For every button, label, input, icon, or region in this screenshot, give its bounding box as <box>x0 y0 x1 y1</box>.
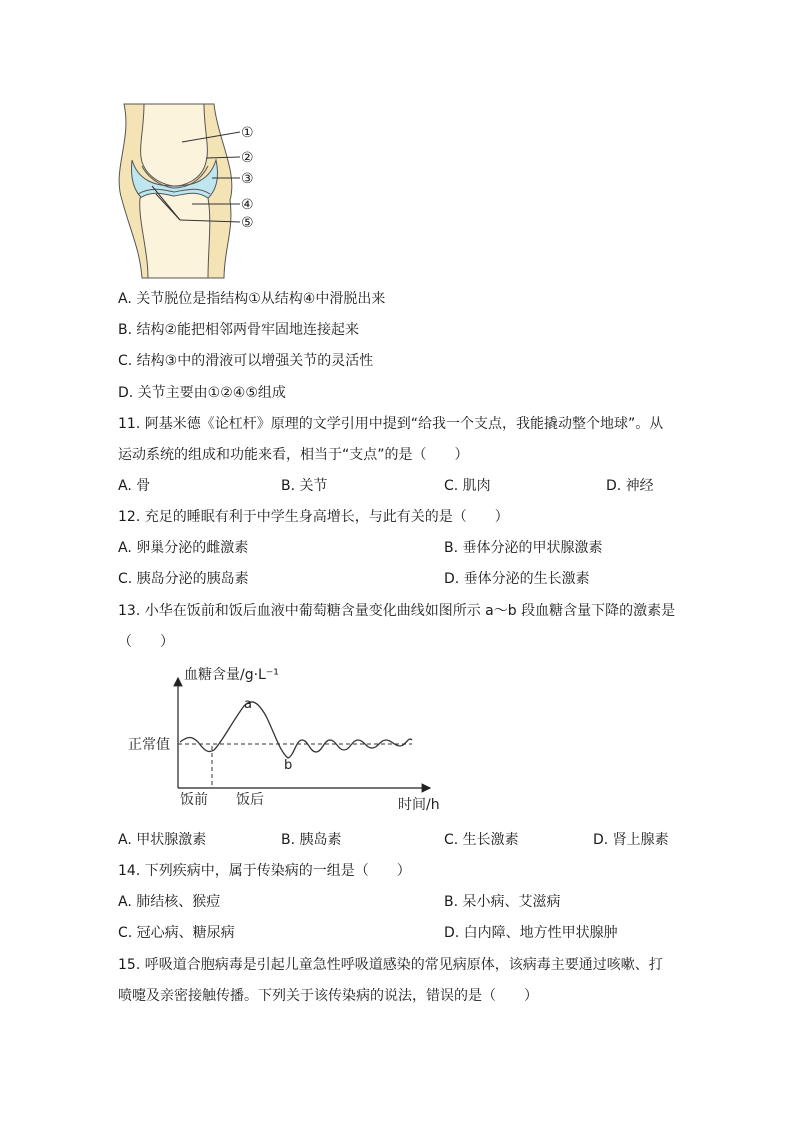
q13-option-a: A. 甲状腺激素 <box>118 832 207 848</box>
q13-stem-line1: 13. 小华在饭前和饭后血液中葡萄糖含量变化曲线如图所示 a～b 段血糖含量下降的激素是 <box>118 603 676 619</box>
q12-option-d: D. 垂体分泌的生长激素 <box>444 571 590 587</box>
q12-option-a: A. 卵巢分泌的雌激素 <box>118 540 249 556</box>
q15-stem-line1: 15. 呼吸道合胞病毒是引起儿童急性呼吸道感染的常见病原体，该病毒主要通过咳嗽、打 <box>118 957 663 973</box>
q10-option-c: C. 结构③中的滑液可以增强关节的灵活性 <box>118 353 374 369</box>
q10-option-b: B. 结构②能把相邻两骨牢固地连接起来 <box>118 322 360 338</box>
q11-option-c: C. 肌肉 <box>444 478 491 494</box>
chart-x-marker-after: 饭后 <box>236 792 264 808</box>
chart-x-label: 时间/h <box>398 797 440 813</box>
q12-option-c: C. 胰岛分泌的胰岛素 <box>118 571 249 587</box>
q10-option-d: D. 关节主要由①②④⑤组成 <box>118 385 286 401</box>
chart-normal-label: 正常值 <box>128 737 170 753</box>
q10-option-a: A. 关节脱位是指结构①从结构④中滑脱出来 <box>118 291 386 307</box>
q12-stem: 12. 充足的睡眠有利于中学生身高增长，与此有关的是（ ） <box>118 509 509 525</box>
q11-option-b: B. 关节 <box>281 478 328 494</box>
knee-label-2: ② <box>241 150 254 166</box>
knee-label-1: ① <box>241 125 254 141</box>
chart-point-b: b <box>284 758 293 773</box>
glucose-curve <box>180 702 412 758</box>
q13-stem-line2: （ ） <box>118 634 174 650</box>
q14-option-b: B. 呆小病、艾滋病 <box>444 894 561 910</box>
knee-label-5: ⑤ <box>241 215 254 231</box>
knee-label-3: ③ <box>241 171 254 187</box>
q13-option-d: D. 肾上腺素 <box>593 832 669 848</box>
chart-y-label: 血糖含量/g·L⁻¹ <box>184 667 279 683</box>
q11-option-d: D. 神经 <box>606 478 654 494</box>
q13-option-b: B. 胰岛素 <box>281 832 342 848</box>
q12-option-b: B. 垂体分泌的甲状腺激素 <box>444 540 603 556</box>
knee-label-4: ④ <box>241 197 254 213</box>
knee-joint-figure <box>112 100 272 280</box>
q15-stem-line2: 喷嚏及亲密接触传播。下列关于该传染病的说法，错误的是（ ） <box>118 988 538 1004</box>
q14-stem: 14. 下列疾病中，属于传染病的一组是（ ） <box>118 863 411 879</box>
q13-option-c: C. 生长激素 <box>444 832 519 848</box>
q14-option-d: D. 白内障、地方性甲状腺肿 <box>444 925 618 941</box>
chart-x-marker-before: 饭前 <box>180 792 208 808</box>
q14-option-c: C. 冠心病、糖尿病 <box>118 925 235 941</box>
glucose-chart <box>120 660 460 815</box>
q11-stem-line1: 11. 阿基米德《论杠杆》原理的文学引用中提到“给我一个支点，我能撬动整个地球”。从 <box>118 416 664 432</box>
chart-point-a: a <box>244 697 252 712</box>
q14-option-a: A. 肺结核、猴痘 <box>118 894 221 910</box>
q11-stem-line2: 运动系统的组成和功能来看，相当于“支点”的是（ ） <box>118 447 469 463</box>
q11-option-a: A. 骨 <box>118 478 151 494</box>
